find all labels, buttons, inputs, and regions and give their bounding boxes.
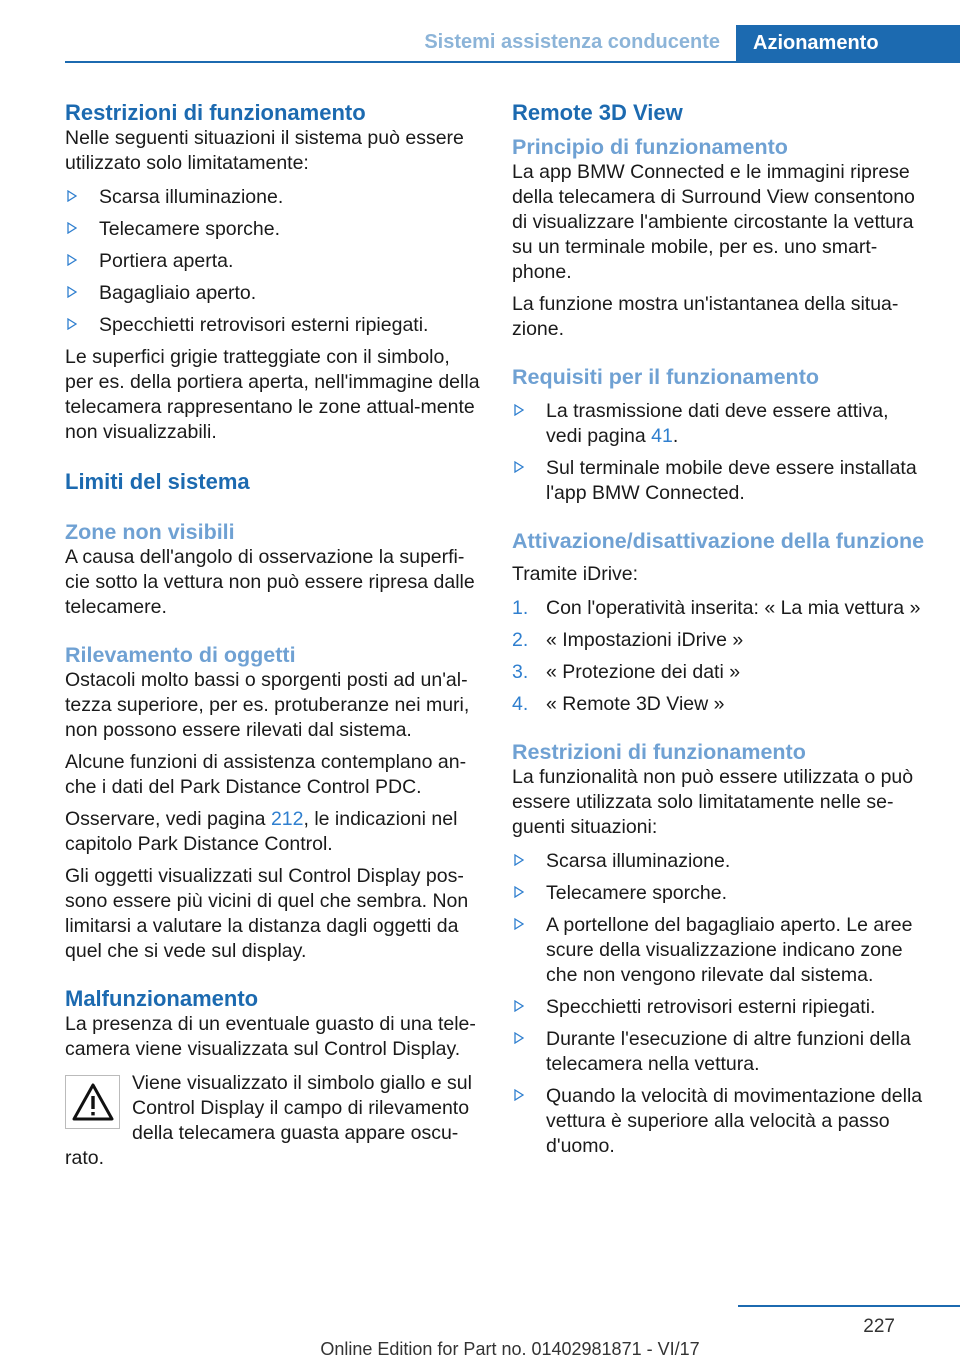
step-number: 3. <box>512 661 529 683</box>
triangle-right-icon <box>514 886 524 898</box>
list-item: Sul terminale mobile deve essere installata l'app BMW Connected. <box>512 456 928 506</box>
restrizioni-remote-intro: La funzionalità non può essere utilizzata o può essere utilizzata solo limitatamente nelle se-guenti situazioni: <box>512 766 914 838</box>
list-item: La trasmissione dati deve essere attiva, vedi pagina 41. <box>512 399 928 449</box>
heading-principio: Principio di funzionamento <box>512 135 788 159</box>
triangle-right-icon <box>67 190 77 202</box>
step-number: 4. <box>512 693 529 715</box>
left-column <box>65 100 481 1171</box>
footer-rule <box>738 1305 960 1307</box>
page-header <box>65 25 960 63</box>
malfunzionamento-text: La presenza di un eventuale guasto di una tele-camera viene visualizzata sul Control Display. <box>65 1013 476 1060</box>
list-item: Durante l'esecuzione di altre funzioni della telecamera nella vettura. <box>512 1027 928 1077</box>
list-item: A portellone del bagagliaio aperto. Le aree scure della visualizzazione indicano zone che non vengono rilevate dal sistema. <box>512 913 928 988</box>
step-number: 1. <box>512 597 529 619</box>
heading-requisiti: Requisiti per il funzionamento <box>512 365 819 389</box>
list-item: Telecamere sporche. <box>65 217 481 242</box>
heading-rilevamento: Rilevamento di oggetti <box>65 643 296 667</box>
triangle-right-icon <box>514 461 524 473</box>
triangle-right-icon <box>514 404 524 416</box>
list-item: Specchietti retrovisori esterni ripiegati. <box>512 995 928 1020</box>
edition-footer: Online Edition for Part no. 01402981871 - VI/17 <box>320 1339 700 1359</box>
list-item: Telecamere sporche. <box>512 881 928 906</box>
page-number: 227 <box>863 1316 895 1337</box>
rilevamento-p3: Osservare, vedi pagina 212, le indicazioni nel capitolo Park Distance Control. <box>65 808 458 855</box>
restrizioni-list <box>65 185 481 338</box>
list-item: Quando la velocità di movimentazione della vettura è superiore alla velocità a passo d'uomo. <box>512 1084 928 1159</box>
triangle-right-icon <box>67 254 77 266</box>
restrizioni-intro: Nelle seguenti situazioni il sistema può essere utilizzato solo limitatamente: <box>65 127 464 174</box>
heading-restrizioni: Restrizioni di funzionamento <box>65 100 366 125</box>
list-item: 3. « Protezione dei dati » <box>512 661 741 683</box>
list-item: 2. « Impostazioni iDrive » <box>512 629 744 651</box>
principio-p2: La funzione mostra un'istantanea della situa-zione. <box>512 293 899 340</box>
list-item: 1. Con l'operatività inserita: « La mia vettura » <box>512 597 921 619</box>
rilevamento-p4: Gli oggetti visualizzati sul Control Display pos-sono essere più vicini di quel che sembra. Non limitarsi a valutare la distanza dagli oggetti da quel che si vede sul display. <box>65 865 469 962</box>
page-link-212[interactable]: 212 <box>270 808 304 830</box>
triangle-right-icon <box>514 918 524 930</box>
triangle-right-icon <box>514 1032 524 1044</box>
warning-text: Viene visualizzato il simbolo giallo e sul Control Display il campo di rilevamento della telecamera guasta appare oscu-rato. <box>65 1072 472 1169</box>
list-item: Specchietti retrovisori esterni ripiegati. <box>65 313 481 338</box>
restrizioni-note: Le superfici grigie tratteggiate con il simbolo, per es. della portiera aperta, nell'immagine della telecamera rappresentano le zone attual-mente non visualizzabili. <box>65 346 480 443</box>
zone-text: A causa dell'angolo di osservazione la superfi-cie sotto la vettura non può essere ripresa dalle telecamere. <box>65 546 475 618</box>
triangle-right-icon <box>514 1089 524 1101</box>
list-item: Scarsa illuminazione. <box>65 185 481 210</box>
triangle-right-icon <box>67 286 77 298</box>
header-section-title: Sistemi assistenza conducente <box>424 31 720 53</box>
rilevamento-p2: Alcune funzioni di assistenza contemplano an-che i dati del Park Distance Control PDC. <box>65 751 467 798</box>
heading-remote-3d-view: Remote 3D View <box>512 100 683 125</box>
attivazione-intro: Tramite iDrive: <box>512 563 639 585</box>
list-item: Portiera aperta. <box>65 249 481 274</box>
step-number: 2. <box>512 629 529 651</box>
warning-note <box>65 1071 481 1171</box>
triangle-right-icon <box>67 222 77 234</box>
requisiti-list <box>512 399 928 506</box>
heading-zone-non-visibili: Zone non visibili <box>65 520 235 544</box>
heading-limiti: Limiti del sistema <box>65 469 250 494</box>
list-item: Scarsa illuminazione. <box>512 849 928 874</box>
restrizioni-remote-list <box>512 849 928 1159</box>
right-column <box>512 100 928 1166</box>
triangle-right-icon <box>514 854 524 866</box>
heading-restrizioni-remote: Restrizioni di funzionamento <box>512 740 806 764</box>
triangle-right-icon <box>514 1000 524 1012</box>
warning-triangle-icon <box>65 1075 120 1129</box>
heading-malfunzionamento: Malfunzionamento <box>65 986 259 1011</box>
list-item: Bagagliaio aperto. <box>65 281 481 306</box>
header-chapter-tab: Azionamento <box>736 25 960 61</box>
heading-attivazione: Attivazione/disattivazione della funzione <box>512 529 925 553</box>
triangle-right-icon <box>67 318 77 330</box>
page-link-41[interactable]: 41 <box>651 425 673 447</box>
list-item: 4. « Remote 3D View » <box>512 693 725 715</box>
principio-p1: La app BMW Connected e le immagini riprese della telecamera di Surround View consentono di visualizzare l'ambiente circostante la vettura su un terminale mobile, per es. uno smart-phone. <box>512 161 915 283</box>
attivazione-steps <box>512 596 928 717</box>
rilevamento-p1: Ostacoli molto bassi o sporgenti posti ad un'al-tezza superiore, per es. protuberanze nei muri, non possono essere rilevati dal sistema. <box>65 669 470 741</box>
